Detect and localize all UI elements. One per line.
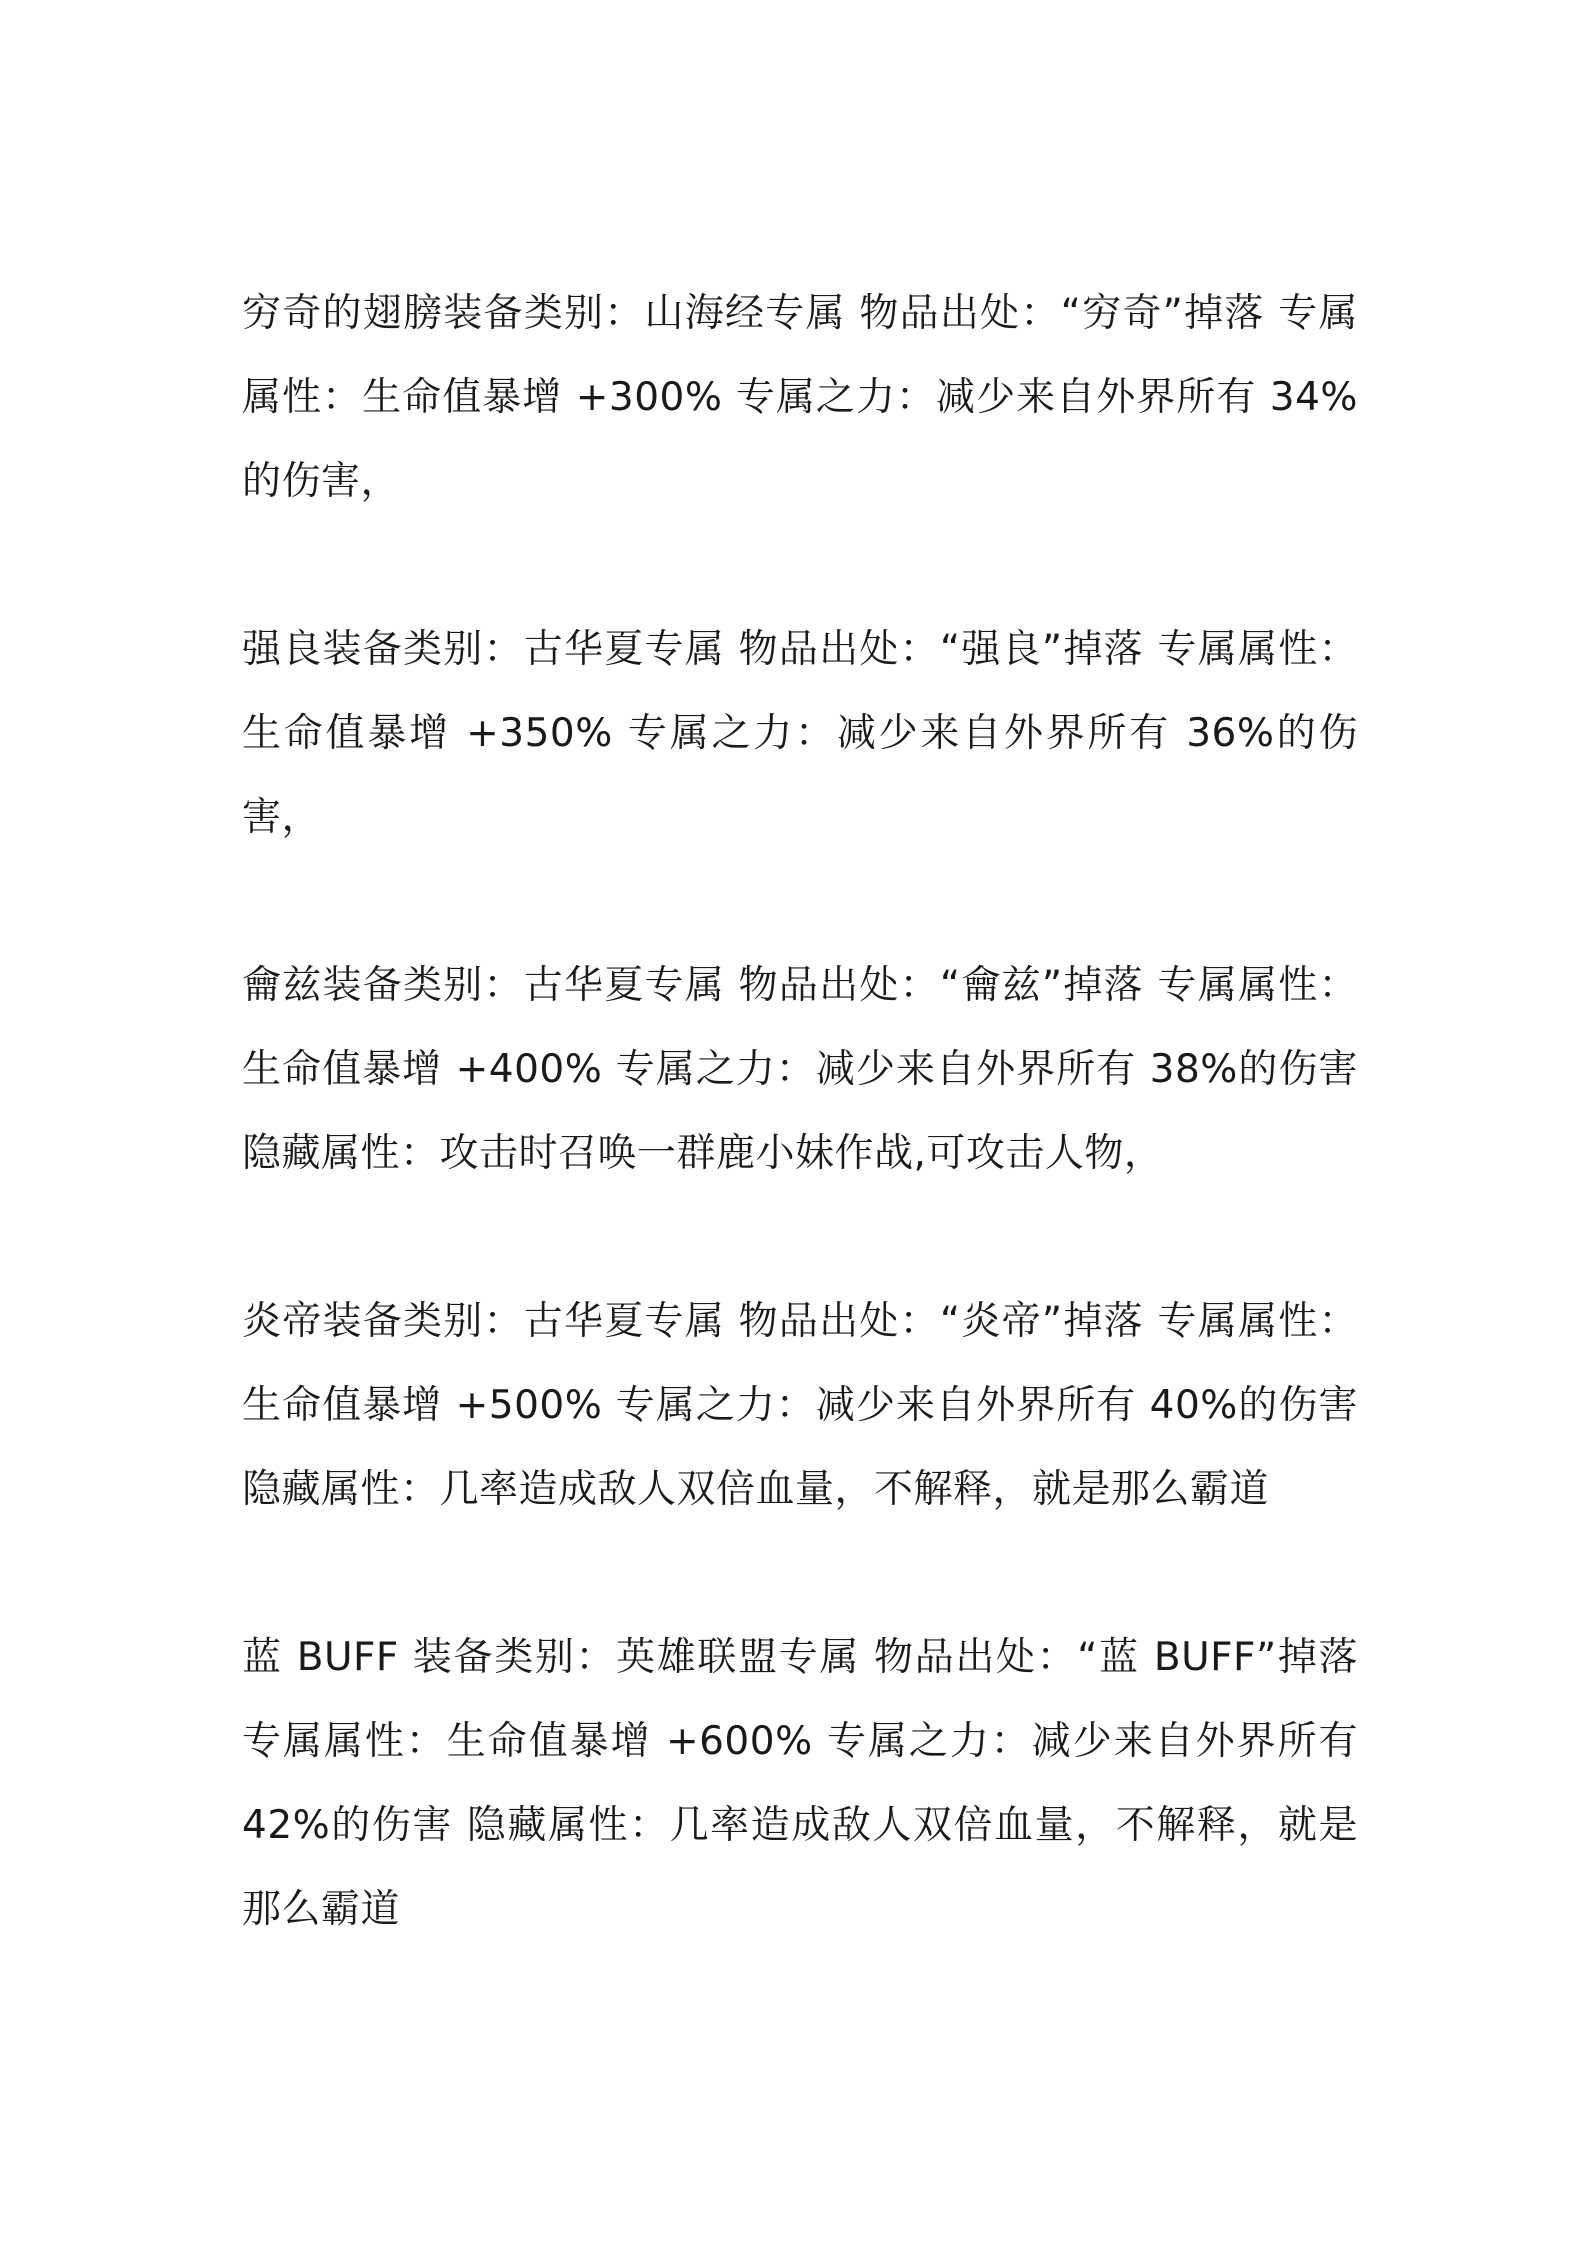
paragraph-qiongqi-wings: 穷奇的翅膀装备类别：山海经专属 物品出处：“穷奇”掉落 专属属性：生命值暴增 +300% 专属之力：减少来自外界所有 34%的伤害，: [242, 291, 1358, 504]
paragraph-yandi: 炎帝装备类别：古华夏专属 物品出处：“炎帝”掉落 专属属性：生命值暴增 +500% 专属之力：减少来自外界所有 40%的伤害 隐藏属性：几率造成敌人双倍血量，不解释，就是那么霸道: [242, 1299, 1358, 1512]
paragraph-qiangliang: 强良装备类别：古华夏专属 物品出处：“强良”掉落 专属属性：生命值暴增 +350% 专属之力：减少来自外界所有 36%的伤害，: [242, 627, 1358, 840]
paragraph-yueci: 龠兹装备类别：古华夏专属 物品出处：“龠兹”掉落 专属属性：生命值暴增 +400% 专属之力：减少来自外界所有 38%的伤害 隐藏属性：攻击时召唤一群鹿小妹作战,可攻击人物，: [242, 963, 1358, 1176]
paragraph-blue-buff: 蓝 BUFF 装备类别：英雄联盟专属 物品出处：“蓝 BUFF”掉落 专属属性：生命值暴增 +600% 专属之力：减少来自外界所有 42%的伤害 隐藏属性：几率造成敌人双倍血量，不解释，就是那么霸道: [242, 1635, 1358, 1932]
document-body: [242, 272, 1358, 1952]
